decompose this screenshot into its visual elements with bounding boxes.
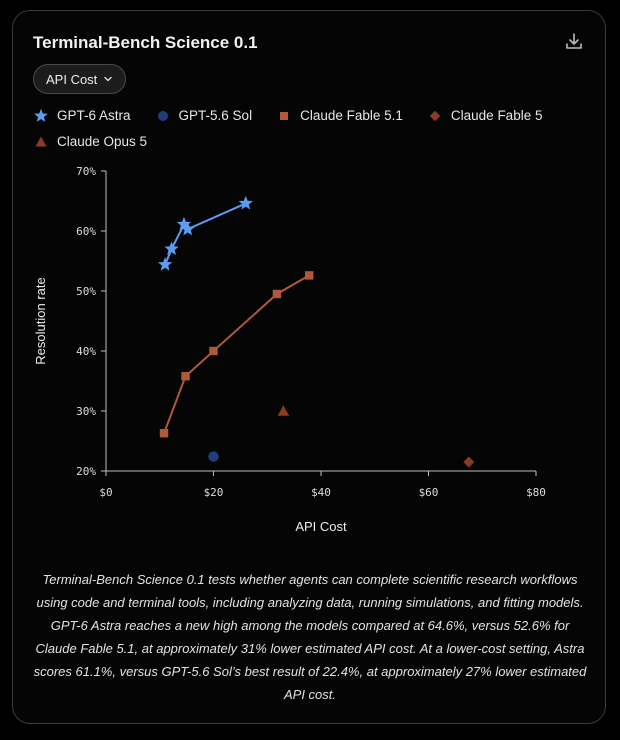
series-line-claude-fable-5-1 — [164, 275, 309, 433]
star-marker-icon — [34, 108, 48, 121]
x-tick-label: $80 — [526, 486, 546, 499]
chart-title: Terminal-Bench Science 0.1 — [33, 33, 258, 52]
legend-label: GPT-5.6 Sol — [178, 108, 253, 123]
x-tick-label: $40 — [311, 486, 331, 499]
square-marker-icon — [280, 112, 288, 120]
legend-label: Claude Opus 5 — [57, 134, 148, 149]
triangle-marker-icon — [36, 136, 47, 146]
x-axis-label: API Cost — [295, 519, 347, 534]
data-point-claude-opus-5 — [278, 405, 290, 416]
y-tick-label: 30% — [76, 405, 96, 418]
circle-marker-icon — [158, 111, 168, 121]
legend-label: GPT-6 Astra — [57, 108, 131, 123]
diamond-marker-icon — [430, 110, 440, 120]
data-point-gpt-6-astra — [164, 241, 178, 255]
legend-swatch — [33, 134, 49, 150]
legend-item-claude-fable-5 — [427, 107, 543, 124]
legend-item-claude-opus-5 — [33, 133, 147, 150]
chart-card — [12, 10, 606, 724]
legend-swatch — [427, 108, 443, 124]
chevron-down-icon — [103, 74, 113, 84]
legend-label: Claude Fable 5.1 — [300, 108, 403, 123]
data-point-gpt-6-astra — [158, 257, 172, 271]
download-icon[interactable] — [563, 31, 585, 53]
legend-swatch — [33, 108, 49, 124]
data-point-gpt-6-astra — [239, 196, 253, 210]
y-tick-label: 50% — [76, 285, 96, 298]
scatter-plot — [13, 161, 607, 551]
data-point-claude-fable-5 — [463, 457, 474, 468]
data-point-claude-fable-5-1 — [273, 290, 281, 298]
data-point-gpt-5-6-sol — [208, 451, 219, 462]
legend-swatch — [276, 108, 292, 124]
legend-item-claude-fable-5-1 — [276, 107, 403, 124]
data-point-claude-fable-5-1 — [160, 429, 168, 437]
x-tick-label: $20 — [203, 486, 224, 499]
legend-label: Claude Fable 5 — [450, 108, 543, 123]
chart-caption: Terminal-Bench Science 0.1 tests whether agents can complete scientific research workflows using code and terminal tools, including analyzing data, running simulations, and fitting models. GPT-6 Astra reaches a new high among the models compared at 64.6%, versus 52.6% for Claude Fable 5.1, at approximately 31% lower estimated API cost. At a lower-cost setting, Astra scores 61.1%, versus GPT-5.6 Sol’s best result of 22.4%, at approximately 27% lower estimated API cost. — [33, 572, 587, 702]
y-tick-label: 60% — [76, 225, 96, 238]
y-tick-label: 40% — [76, 345, 96, 358]
metric-dropdown[interactable] — [33, 64, 126, 94]
series-line-gpt-6-astra — [165, 203, 246, 264]
data-point-claude-fable-5-1 — [209, 347, 217, 355]
data-point-claude-fable-5-1 — [305, 271, 313, 279]
y-tick-label: 20% — [76, 465, 96, 478]
x-tick-label: $0 — [99, 486, 113, 499]
legend-item-gpt-6-astra — [33, 107, 131, 124]
legend-item-gpt-5-6-sol — [155, 107, 253, 124]
metric-dropdown-label: API Cost — [46, 71, 98, 87]
y-tick-label: 70% — [76, 165, 96, 178]
data-point-claude-fable-5-1 — [181, 372, 189, 380]
legend-swatch — [155, 108, 171, 124]
x-tick-label: $60 — [418, 486, 439, 499]
y-axis-label: Resolution rate — [33, 277, 48, 365]
chart-legend — [33, 107, 593, 150]
